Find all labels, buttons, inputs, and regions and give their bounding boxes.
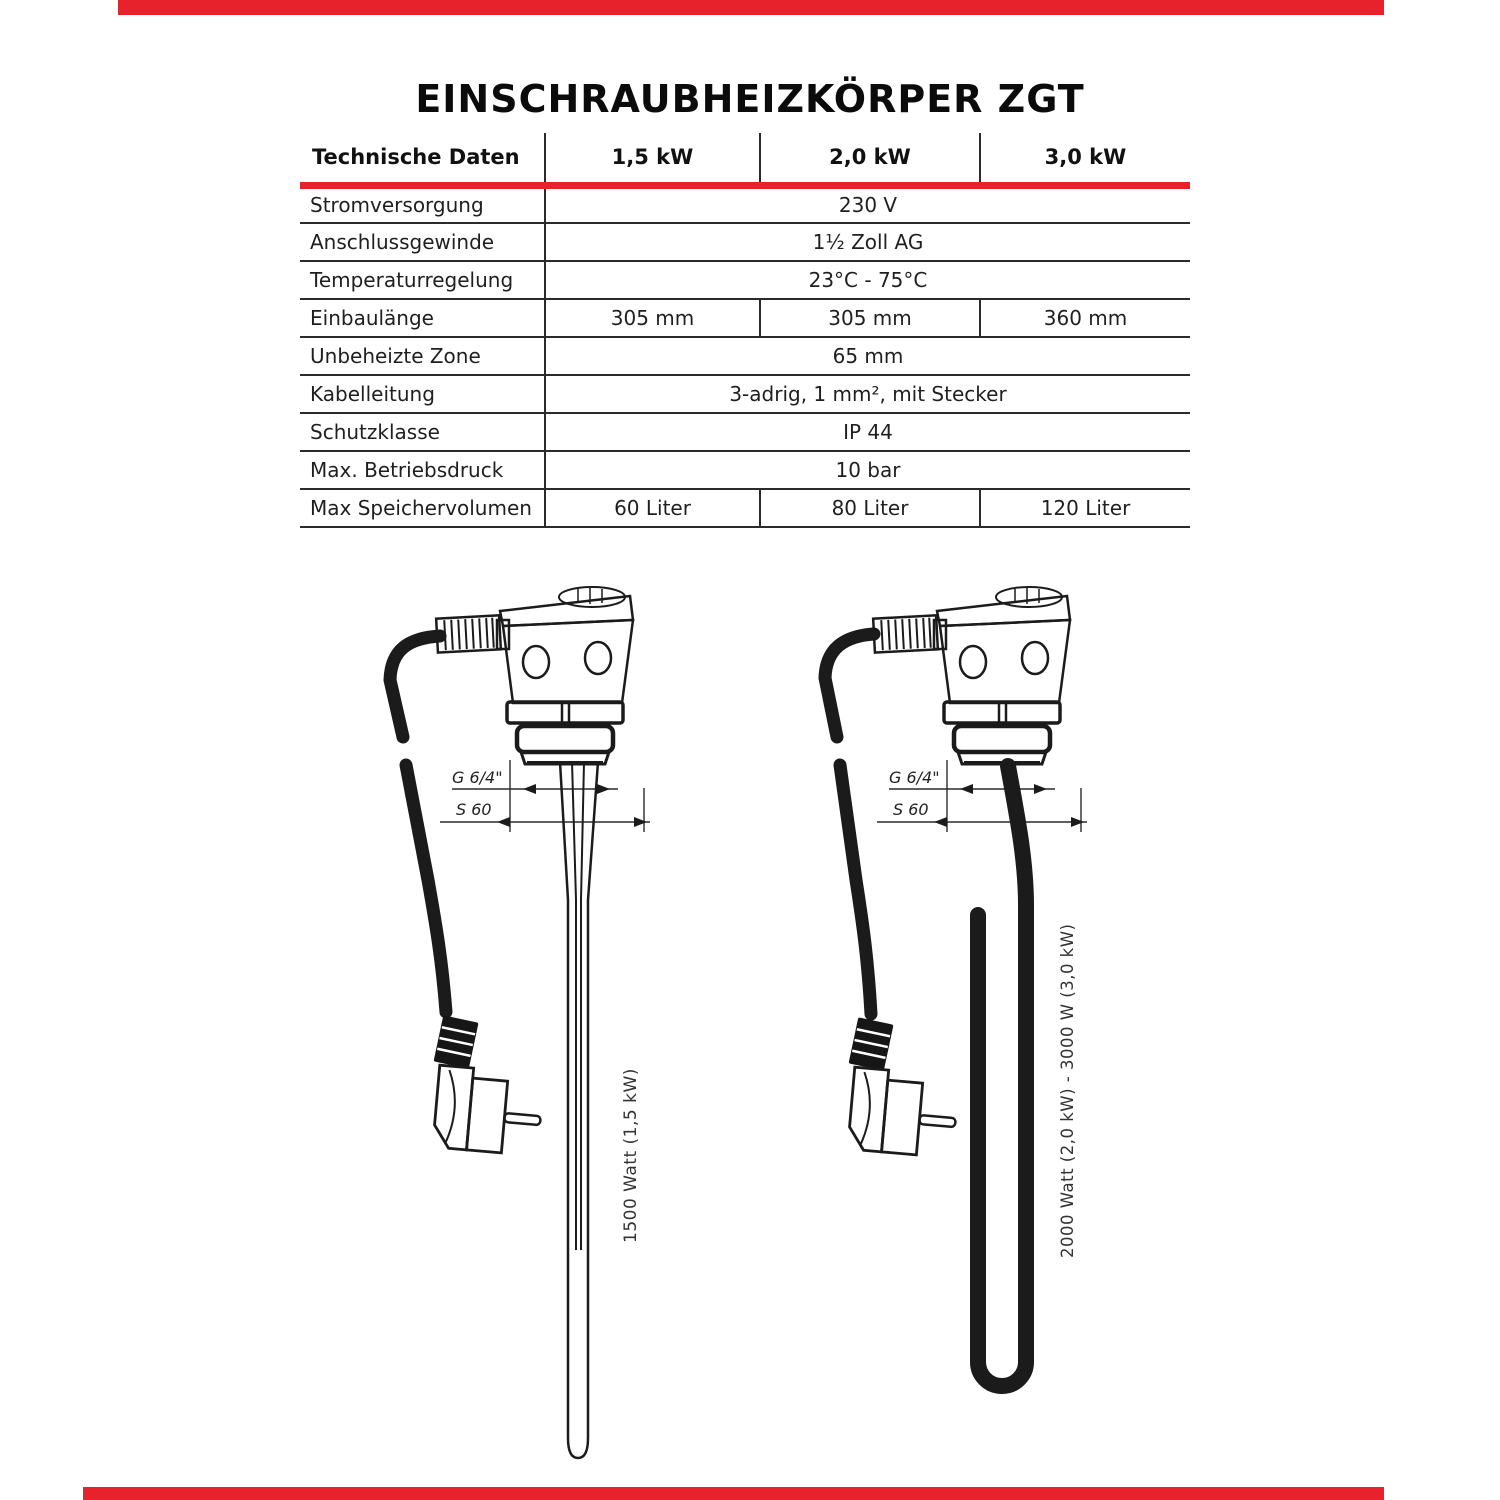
row-value: 60 Liter (614, 496, 691, 520)
table-row (300, 185, 1190, 223)
thread-size-label: G 6/4" (452, 768, 503, 787)
table-row (300, 337, 1190, 375)
row-label: Max Speichervolumen (300, 489, 545, 527)
row-label: Anschlussgewinde (300, 223, 545, 261)
row-label: Max. Betriebsdruck (300, 451, 545, 489)
table-row (300, 413, 1190, 451)
dimension-lines (877, 760, 1087, 832)
table-row (300, 261, 1190, 299)
row-value: 10 bar (835, 458, 901, 482)
row-value: 305 mm (610, 306, 695, 330)
power-cable (825, 634, 874, 1014)
right-heater-diagram (810, 573, 1110, 1443)
table-row (300, 375, 1190, 413)
row-value: 230 V (838, 193, 898, 218)
col-header-2-0kw: 2,0 kW (760, 133, 980, 185)
power-cable (390, 636, 446, 1012)
col-header-1-5kw: 1,5 kW (545, 133, 760, 185)
power-rating-label: 2000 Watt (2,0 kW) - 3000 W (3,0 kW) (1058, 923, 1077, 1258)
row-label: Schutzklasse (300, 413, 545, 451)
row-label: Kabelleitung (300, 375, 545, 413)
col-header-label: Technische Daten (312, 145, 520, 170)
page-title: EINSCHRAUBHEIZKÖRPER ZGT (415, 77, 1085, 122)
table-row (300, 451, 1190, 489)
row-label: Stromversorgung (300, 185, 545, 223)
top-red-bar (118, 0, 1384, 15)
row-label: Temperaturregelung (300, 261, 545, 299)
row-value: 23°C - 75°C (808, 268, 928, 292)
row-value: 80 Liter (760, 489, 980, 527)
thermostat-head (873, 587, 1070, 764)
power-rating-label: 1500 Watt (1,5 kW) (621, 1068, 641, 1243)
table-header-row (300, 133, 1190, 185)
table-row (300, 223, 1190, 261)
row-value: 360 mm (980, 299, 1190, 337)
wrench-size-label: S 60 (893, 800, 929, 819)
heating-element (978, 766, 1026, 1386)
bottom-red-bar (83, 1487, 1384, 1500)
row-value: 3-adrig, 1 mm², mit Stecker (729, 382, 1007, 406)
heating-element (560, 762, 598, 1458)
left-heater-diagram (370, 573, 680, 1473)
col-header-3-0kw: 3,0 kW (980, 133, 1190, 185)
row-value: 305 mm (760, 299, 980, 337)
row-value: 120 Liter (980, 489, 1190, 527)
thermostat-head (436, 587, 633, 764)
table-row (300, 299, 1190, 337)
row-value: 65 mm (832, 344, 904, 368)
row-value: 1½ Zoll AG (812, 230, 924, 254)
dimension-lines (440, 760, 650, 832)
table-row (300, 489, 1190, 527)
schuko-plug-icon (841, 1017, 964, 1158)
tech-data-table (300, 133, 1190, 528)
thread-size-label: G 6/4" (889, 768, 940, 787)
schuko-plug-icon (426, 1015, 549, 1156)
row-label: Einbaulänge (300, 299, 545, 337)
wrench-size-label: S 60 (456, 800, 492, 819)
row-value: IP 44 (843, 420, 893, 444)
row-label: Unbeheizte Zone (300, 337, 545, 375)
